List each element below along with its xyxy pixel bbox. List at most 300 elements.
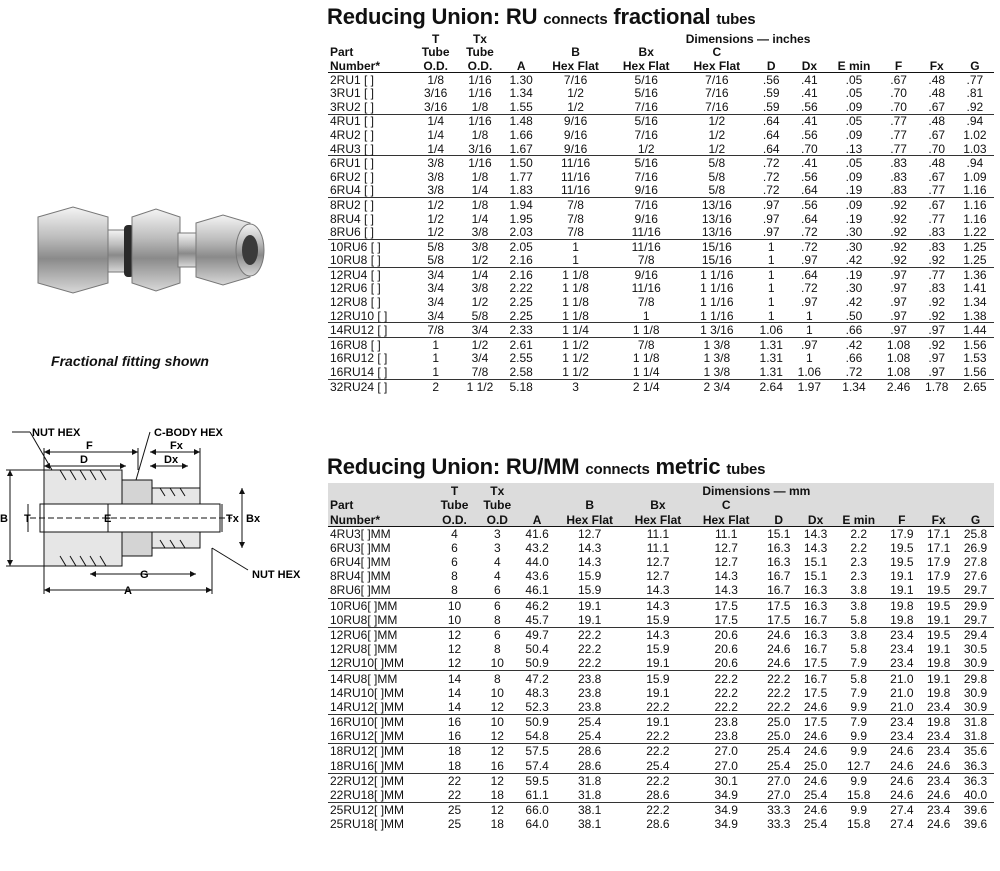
table-cell: 12 [490, 729, 504, 744]
table-cell: .09 [845, 99, 863, 114]
table-cell: 1.25 [963, 253, 987, 268]
col-b: B [571, 45, 580, 60]
table-cell: 15.1 [767, 526, 791, 541]
table-cell: .72 [845, 365, 863, 380]
table-cell: 1/16 [468, 86, 492, 101]
table-cell: 13/16 [682, 198, 753, 212]
table-cell: 36.3 [963, 758, 988, 773]
table-cell: 9/16 [540, 114, 611, 128]
table-cell: 7.9 [850, 685, 868, 700]
table-cell: 1.44 [956, 323, 994, 338]
part-number: 18RU12[ ]MM [328, 744, 433, 759]
table-cell: 46.1 [525, 583, 549, 598]
part-number: 4RU2 [ ] [330, 127, 375, 142]
table-cell: 16.3 [803, 583, 828, 598]
table-cell: 50.9 [519, 715, 556, 730]
table-cell: 1/2 [682, 114, 753, 128]
table-cell: 1 [642, 308, 650, 323]
table-cell: 1/2 [708, 141, 726, 156]
table-cell: .97 [752, 198, 790, 212]
table-cell: 25.4 [577, 729, 602, 744]
table-row [328, 583, 994, 598]
part-number: 4RU3[ ]MM [330, 526, 391, 541]
table-cell: 39.6 [963, 817, 988, 832]
label-a: A [124, 585, 132, 597]
table-cell: 52.3 [525, 699, 549, 714]
table-cell: .77 [890, 127, 907, 142]
table-cell: .72 [801, 225, 818, 240]
table-cell: 12 [476, 744, 519, 759]
table-cell: 16.7 [767, 583, 791, 598]
table-cell: 34.9 [692, 803, 760, 818]
table-cell: 3/8 [471, 281, 489, 296]
table-cell: 1.94 [502, 198, 540, 212]
table-cell: 7/8 [611, 338, 682, 352]
table-cell: 24.6 [797, 744, 834, 759]
table-cell: 1 [767, 253, 775, 268]
table-cell: 15.9 [646, 612, 670, 627]
table-cell: 7.9 [834, 715, 883, 730]
table-cell: 24.6 [926, 758, 951, 773]
table-cell: 14.3 [803, 526, 828, 541]
label-fx: Fx [170, 440, 183, 452]
table-cell: 1/16 [458, 156, 502, 170]
table-cell: 1.34 [828, 379, 879, 393]
table-cell: 16.3 [797, 598, 834, 613]
label-dx: Dx [164, 454, 179, 466]
table-row [328, 352, 994, 366]
part-number: 10RU6 [ ] [328, 239, 414, 253]
table-cell: 22.2 [692, 671, 760, 686]
table-cell: .13 [845, 141, 863, 156]
col-a: A [502, 58, 540, 72]
table-cell: 4 [493, 555, 501, 570]
table-cell: 5/8 [471, 308, 489, 323]
table-cell: 1/2 [471, 253, 489, 268]
table-cell: 22.2 [714, 699, 738, 714]
table-cell: .72 [762, 169, 780, 184]
label-nut-hex-top: NUT HEX [32, 427, 81, 439]
table-cell: 8 [451, 583, 458, 598]
table-cell: .59 [762, 99, 780, 114]
table-cell: 40.0 [963, 788, 988, 803]
table-cell: 3.8 [850, 583, 868, 598]
part-number: 14RU12[ ]MM [330, 699, 405, 714]
table-cell: 47.2 [519, 671, 556, 686]
table-cell: 10 [447, 612, 462, 627]
table-cell: 1 [540, 239, 611, 253]
table-cell: 12 [476, 773, 519, 788]
part-number: 12RU10 [ ] [330, 308, 388, 323]
table-cell: .92 [890, 211, 907, 226]
table-cell: 1.34 [963, 295, 987, 310]
table-cell: 9/16 [611, 268, 682, 282]
table-cell: 14.3 [714, 583, 738, 598]
table-cell: 1/4 [458, 268, 502, 282]
table-cell: .48 [918, 114, 956, 128]
table-cell: 1/2 [427, 225, 445, 240]
part-number: 6RU1 [ ] [328, 156, 414, 170]
table-cell: 23.8 [577, 699, 602, 714]
table-cell: 18 [447, 758, 462, 773]
table-cell: 19.5 [890, 540, 914, 555]
table-cell: 14.3 [803, 540, 828, 555]
table-cell: .92 [928, 308, 946, 323]
table-cell: 54.8 [525, 729, 549, 744]
table-cell: 23.4 [926, 699, 951, 714]
table-cell: 25 [433, 803, 476, 818]
label-nut-hex-right: NUT HEX [252, 569, 301, 581]
label-t: T [24, 513, 31, 525]
table-cell: .19 [845, 183, 863, 198]
table-cell: 26.9 [963, 540, 988, 555]
table-cell: 25.4 [646, 758, 670, 773]
table-cell: 38.1 [577, 817, 602, 832]
table-cell: 12 [476, 803, 519, 818]
table-row [328, 569, 994, 583]
table-cell: 1/2 [567, 86, 584, 101]
table-row [328, 526, 994, 541]
table-cell: 5.18 [502, 379, 540, 393]
table-row [328, 323, 994, 338]
table-cell: 24.6 [890, 758, 914, 773]
table-cell: .59 [762, 86, 780, 101]
table-cell: 15/16 [701, 253, 732, 268]
table-cell: 4 [451, 526, 458, 541]
table-cell: .72 [762, 183, 780, 198]
table-row [328, 156, 994, 170]
table-cell: .77 [918, 268, 956, 282]
table-row [328, 212, 994, 226]
part-number: 2RU1 [ ] [330, 72, 375, 87]
table-cell: 2 3/4 [682, 379, 753, 393]
table-cell: 24.6 [890, 788, 914, 803]
table-cell: 22.2 [624, 773, 692, 788]
table-cell: .97 [890, 295, 907, 310]
table-cell: 27.4 [890, 817, 914, 832]
table-cell: 1 1/4 [540, 323, 611, 338]
table-row [328, 239, 994, 253]
table-cell: .97 [890, 281, 907, 296]
table-cell: 7/16 [634, 127, 658, 142]
table-cell: .97 [918, 323, 956, 338]
table-cell: 1/8 [427, 72, 445, 87]
table-cell: 3/4 [427, 281, 445, 296]
table-cell: 1.30 [509, 72, 533, 87]
table-cell: .83 [918, 239, 956, 253]
label-c-body-hex: C-BODY HEX [154, 427, 223, 439]
table-cell: 38.1 [556, 803, 624, 818]
dimensions-label: Dimensions — inches [685, 31, 811, 46]
table-cell: 9/16 [634, 183, 658, 198]
table-cell: .97 [880, 323, 918, 338]
table-cell: .30 [828, 239, 879, 253]
table-cell: .97 [928, 351, 946, 366]
table-cell: 27.0 [692, 744, 760, 759]
col-bx: Bx [638, 45, 654, 60]
table-cell: 19.1 [577, 612, 602, 627]
table-cell: 1/2 [427, 211, 445, 226]
table-cell: 12.7 [714, 540, 738, 555]
table-cell: 57.4 [525, 758, 549, 773]
table-cell: 15.9 [646, 642, 670, 657]
table-cell: .97 [890, 308, 907, 323]
part-number: 4RU3 [ ] [330, 141, 375, 156]
dimension-drawing [0, 418, 320, 608]
table-cell: 17.5 [803, 656, 828, 671]
table-cell: .97 [801, 253, 818, 268]
table-cell: 23.4 [890, 656, 914, 671]
part-number: 32RU24 [ ] [328, 379, 414, 393]
table-row [328, 268, 994, 282]
table-cell: .92 [890, 225, 907, 240]
table-cell: 17.5 [760, 598, 797, 613]
table-cell: 19.8 [890, 612, 914, 627]
table-cell: 15.1 [803, 555, 828, 570]
table-cell: 15.9 [577, 569, 602, 584]
table-cell: 2.16 [502, 268, 540, 282]
table-row [328, 686, 994, 700]
table-cell: 12.7 [714, 555, 738, 570]
col-fx: Fx [918, 58, 956, 72]
table-cell: 12.7 [646, 555, 670, 570]
table-cell: 14.3 [714, 569, 738, 584]
table-cell: 1.78 [918, 379, 956, 393]
table-cell: 1 1/8 [562, 281, 589, 296]
table-cell: 16.3 [767, 555, 791, 570]
table-cell: 10 [490, 685, 504, 700]
table-row [328, 72, 994, 86]
part-number: 6RU3[ ]MM [330, 540, 391, 555]
table-cell: 11/16 [611, 239, 682, 253]
label-e: E [104, 513, 112, 525]
table-cell: 19.1 [926, 642, 951, 657]
part-number: 22RU18[ ]MM [330, 788, 405, 803]
table-cell: 1 [432, 365, 440, 380]
table-cell: 19.5 [926, 583, 951, 598]
table-cell: 24.6 [883, 744, 920, 759]
table-cell: .83 [928, 225, 946, 240]
table-cell: 1.38 [963, 308, 987, 323]
table-row [328, 198, 994, 212]
table-cell: 5/16 [611, 114, 682, 128]
table-cell: .92 [918, 338, 956, 352]
table-cell: 33.3 [767, 817, 791, 832]
table-cell: 2.2 [850, 540, 868, 555]
table-cell: 7/16 [563, 72, 588, 87]
table-cell: 15.8 [847, 817, 871, 832]
table-cell: .70 [890, 86, 907, 101]
table-cell: 2.33 [502, 323, 540, 338]
table-cell: 18 [490, 788, 504, 803]
table-cell: 43.6 [525, 569, 549, 584]
table-cell: 24.6 [883, 773, 920, 788]
table-cell: 1/2 [414, 198, 458, 212]
table-cell: 1/2 [708, 127, 726, 142]
label-f: F [86, 440, 93, 452]
table-cell: 3.8 [834, 627, 883, 642]
table-cell: 8 [451, 569, 458, 584]
table-cell: 19.8 [926, 685, 951, 700]
table-cell: 19.1 [646, 685, 670, 700]
table-row [328, 700, 994, 715]
table-cell: 2.22 [509, 281, 533, 296]
table-cell: .92 [880, 198, 918, 212]
table-cell: 2.55 [509, 351, 533, 366]
table-cell: .70 [928, 141, 946, 156]
table-cell: 25.0 [760, 715, 797, 730]
table-cell: .67 [928, 127, 946, 142]
table-cell: .41 [790, 114, 828, 128]
table-cell: 7/16 [705, 86, 729, 101]
part-number: 8RU6[ ]MM [330, 583, 391, 598]
table-cell: .72 [801, 281, 818, 296]
table-cell: 5/16 [611, 156, 682, 170]
table-cell: .30 [845, 281, 863, 296]
part-number: 16RU10[ ]MM [328, 715, 433, 730]
table-cell: 11.1 [714, 526, 738, 541]
table-cell: 15.9 [577, 583, 602, 598]
label-tx: Tx [226, 513, 239, 525]
table-cell: .56 [801, 127, 818, 142]
table-cell: .66 [828, 323, 879, 338]
table-cell: 1/4 [471, 211, 489, 226]
table-cell: 24.6 [760, 627, 797, 642]
table-cell: 13/16 [701, 211, 732, 226]
table-cell: 31.8 [957, 715, 994, 730]
table-cell: 2.25 [509, 308, 533, 323]
table-cell: 23.4 [883, 715, 920, 730]
table-cell: 22.2 [577, 656, 602, 671]
table-cell: 17.5 [797, 715, 834, 730]
table-cell: 2.16 [509, 253, 533, 268]
table-cell: 1.55 [509, 99, 533, 114]
col-t: T [432, 31, 440, 46]
table-cell: 1 [572, 253, 579, 268]
table-cell: 8 [493, 612, 501, 627]
table-cell: 19.1 [556, 598, 624, 613]
label-d: D [80, 454, 88, 466]
table-row [328, 773, 994, 788]
table-cell: 19.8 [883, 598, 920, 613]
table-cell: 61.1 [525, 788, 549, 803]
table-cell: 2.46 [880, 379, 918, 393]
part-number: 12RU8[ ]MM [330, 642, 398, 657]
table-cell: 2.61 [502, 338, 540, 352]
table-cell: .64 [801, 183, 818, 198]
table-cell: .70 [801, 141, 818, 156]
table-cell: 19.5 [920, 598, 957, 613]
table-cell: 1/2 [637, 141, 655, 156]
table-cell: 1 1/16 [700, 295, 734, 310]
table-cell: .92 [928, 295, 946, 310]
table-cell: 25 [447, 817, 462, 832]
part-number: 22RU12[ ]MM [328, 773, 433, 788]
table-cell: 7/8 [637, 295, 655, 310]
table-cell: .19 [828, 268, 879, 282]
table-cell: 16.7 [803, 612, 828, 627]
table-row [328, 555, 994, 569]
table-cell: .09 [845, 169, 863, 184]
part-number: 14RU8[ ]MM [328, 671, 433, 686]
part-number: 12RU6 [ ] [330, 281, 381, 296]
col-tx: Tx [472, 31, 487, 46]
table-cell: 9.9 [850, 699, 868, 714]
table-cell: .92 [880, 239, 918, 253]
table-cell: 1 [414, 338, 458, 352]
table-cell: .83 [880, 156, 918, 170]
table-cell: 17.1 [926, 540, 951, 555]
table-cell: .83 [890, 169, 907, 184]
table-cell: 1.95 [509, 211, 533, 226]
table-cell: 2.2 [850, 526, 868, 541]
table-cell: 1 [752, 239, 790, 253]
table-cell: 23.4 [883, 627, 920, 642]
table-cell: 3 [493, 526, 501, 541]
table-cell: .92 [890, 253, 907, 268]
table-cell: 3 [540, 379, 611, 393]
table-cell: 9/16 [563, 127, 588, 142]
table-cell: 1 1/2 [562, 365, 589, 380]
table-cell: 1.08 [886, 365, 911, 380]
table-row [328, 282, 994, 296]
table-cell: 48.3 [525, 685, 549, 700]
table-cell: 1 [790, 323, 828, 338]
table-cell: .72 [752, 156, 790, 170]
table-cell: 9.9 [834, 744, 883, 759]
table-cell: .48 [928, 72, 946, 87]
table-cell: 30.1 [692, 773, 760, 788]
table-cell: .05 [845, 72, 863, 87]
table-cell: 23.4 [890, 729, 914, 744]
table-cell: 25.4 [803, 788, 828, 803]
table-cell: .92 [966, 99, 984, 114]
table-cell: 1.02 [963, 127, 987, 142]
table-cell: .56 [801, 99, 818, 114]
table-cell: 1 1/8 [611, 323, 682, 338]
table-cell: 1.06 [797, 365, 822, 380]
table-cell: .42 [845, 253, 863, 268]
col-c: C [712, 45, 722, 60]
table-cell: 27.0 [760, 773, 797, 788]
table-row [328, 744, 994, 759]
table-cell: .30 [845, 225, 863, 240]
table-cell: 25.8 [963, 526, 988, 541]
table-cell: 20.6 [692, 627, 760, 642]
table-cell: 23.4 [920, 803, 957, 818]
table-cell: 1/8 [458, 198, 502, 212]
table-cell: 1 [806, 308, 813, 323]
table-cell: 19.8 [926, 656, 951, 671]
table-cell: 17.5 [803, 685, 828, 700]
part-number: 14RU12 [ ] [328, 323, 414, 338]
part-number: 10RU8[ ]MM [330, 612, 398, 627]
table-cell: 7/16 [705, 99, 729, 114]
table-cell: 1/4 [471, 183, 489, 198]
table-cell: 3.8 [834, 598, 883, 613]
table-cell: .42 [845, 295, 863, 310]
table-cell: 1.50 [502, 156, 540, 170]
label-b: B [0, 513, 8, 525]
table-cell: 22.2 [646, 699, 670, 714]
table-cell: 18 [490, 817, 504, 832]
label-g: G [140, 569, 149, 581]
table-cell: 16.3 [797, 627, 834, 642]
table-cell: 7/16 [611, 198, 682, 212]
table-cell: 30.9 [963, 656, 988, 671]
table-cell: 1.77 [509, 169, 533, 184]
table-cell: 24.6 [797, 803, 834, 818]
